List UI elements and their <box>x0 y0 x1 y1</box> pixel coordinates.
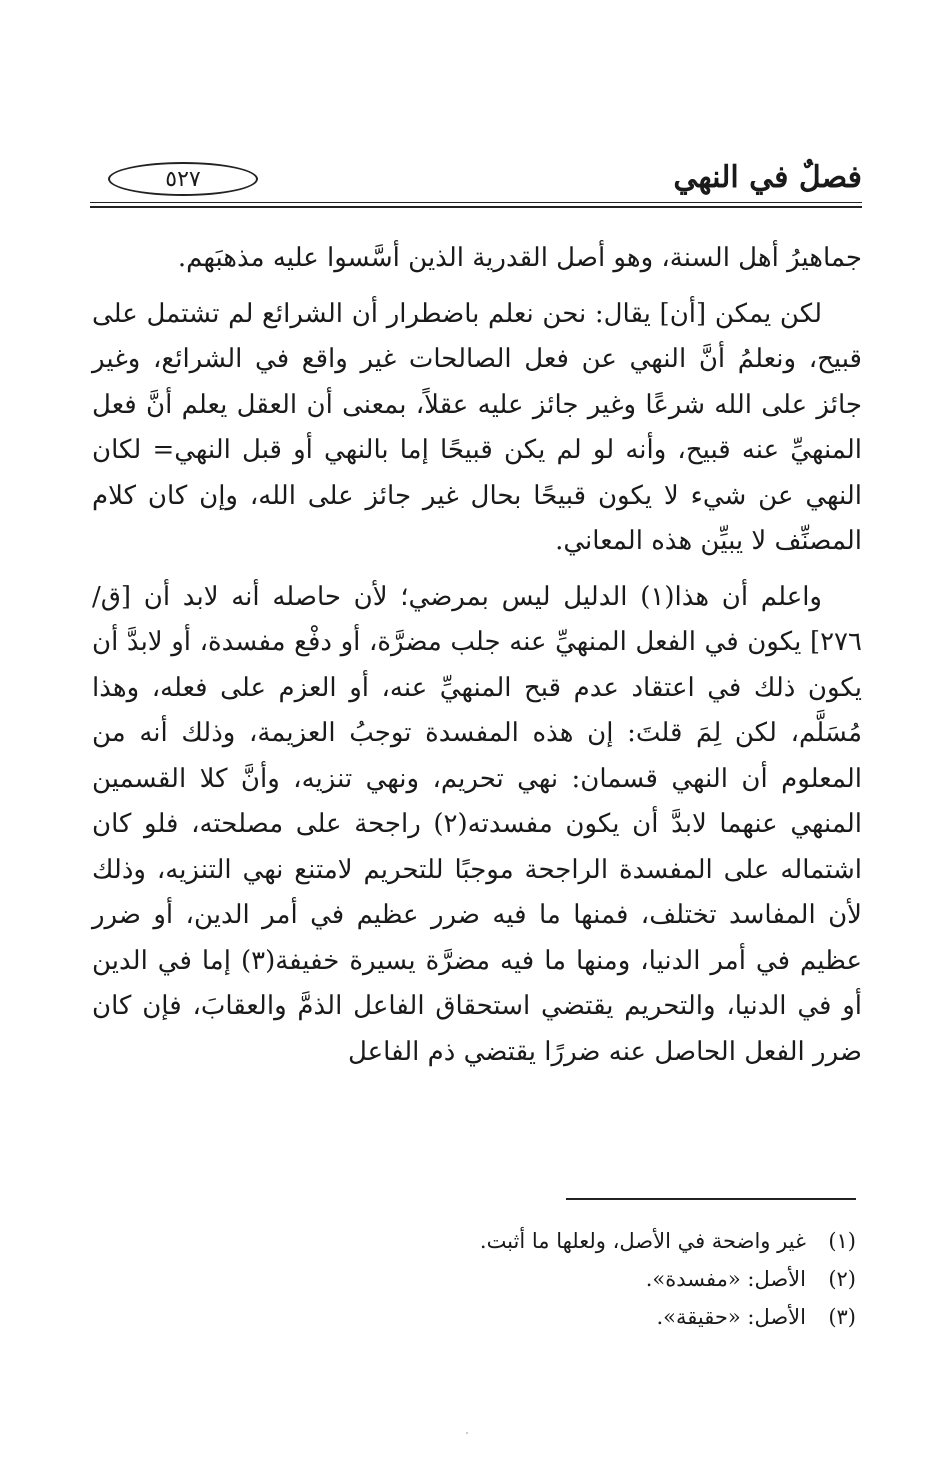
chapter-title: فصلٌ في النهي <box>673 160 862 195</box>
header-divider <box>90 202 862 208</box>
footnote-number: (٣) <box>828 1305 856 1329</box>
page-number-badge <box>108 162 258 196</box>
footnote-divider <box>566 1198 856 1200</box>
footnote-number: (١) <box>828 1229 856 1253</box>
paragraph-1: جماهيرُ أهل السنة، وهو أصل القدرية الذين أسَّسوا عليه مذهبَهم. <box>177 243 862 273</box>
page-number: ٥٢٧ <box>165 166 201 192</box>
scan-speck <box>466 1432 468 1434</box>
footnote-text: غير واضحة في الأصل، ولعلها ما أثبت. <box>479 1229 806 1253</box>
paragraph-3: واعلم أن هذا(١) الدليل ليس بمرضي؛ لأن حاصله أنه لابد أن [ق/ ٢٧٦] يكون في الفعل المنهيِّ عنه جلب مضرَّة، أو دفْع مفسدة، أو لابدَّ أن يكون ذلك في اعتقاد عدم قبح المنهيِّ عنه، أو العزم على فعله، وهذا مُسَلَّم، لكن لِمَ قلتَ: إن هذه المفسدة توجبُ العزيمة، وذلك أنه من المعلوم أن النهي قسمان: نهي تحريم، ونهي تنزيه، وأنَّ كلا القسمين المنهي عنهما لابدَّ أن يكون مفسدته(٢) راجحة على مصلحته، فلو كان اشتماله على المفسدة الراجحة موجبًا للتحريم لامتنع نهي التنزيه، وذلك لأن المفاسد تختلف، فمنها ما فيه ضرر عظيم في أمر الدين، أو ضرر عظيم في أمر الدنيا، ومنها ما فيه مضرَّة يسيرة خفيفة(٣) إما في الدين أو في الدنيا، والتحريم يقتضي استحقاق الفاعل الذمَّ والعقابَ، فإن كان ضرر الفعل الحاصل عنه ضررًا يقتضي ذم الفاعل <box>92 581 862 1067</box>
main-text <box>92 236 862 1075</box>
footnote-number: (٢) <box>828 1267 856 1291</box>
footnotes <box>300 1222 856 1336</box>
paragraph-2: لكن يمكن [أن] يقال: نحن نعلم باضطرار أن الشرائع لم تشتمل على قبيح، ونعلمُ أنَّ النهي عن فعل الصالحات غير واقع في الشرائع، وغير جائز على الله شرعًا وغير جائز عليه عقلاً، بمعنى أن العقل يعلم أنَّ فعل المنهيِّ عنه قبيح، وأنه لو لم يكن قبيحًا إما بالنهي أو قبل النهي= لكان النهي عن شيء لا يكون قبيحًا بحال غير جائز على الله، وإن كان كلام المصنِّف لا يبيِّن هذه المعاني. <box>92 298 862 556</box>
footnote-text: الأصل: «مفسدة». <box>645 1267 806 1291</box>
footnote-item <box>300 1260 856 1298</box>
footnote-item <box>300 1222 856 1260</box>
footnote-item <box>300 1298 856 1336</box>
footnote-text: الأصل: «حقيقة». <box>656 1305 806 1329</box>
